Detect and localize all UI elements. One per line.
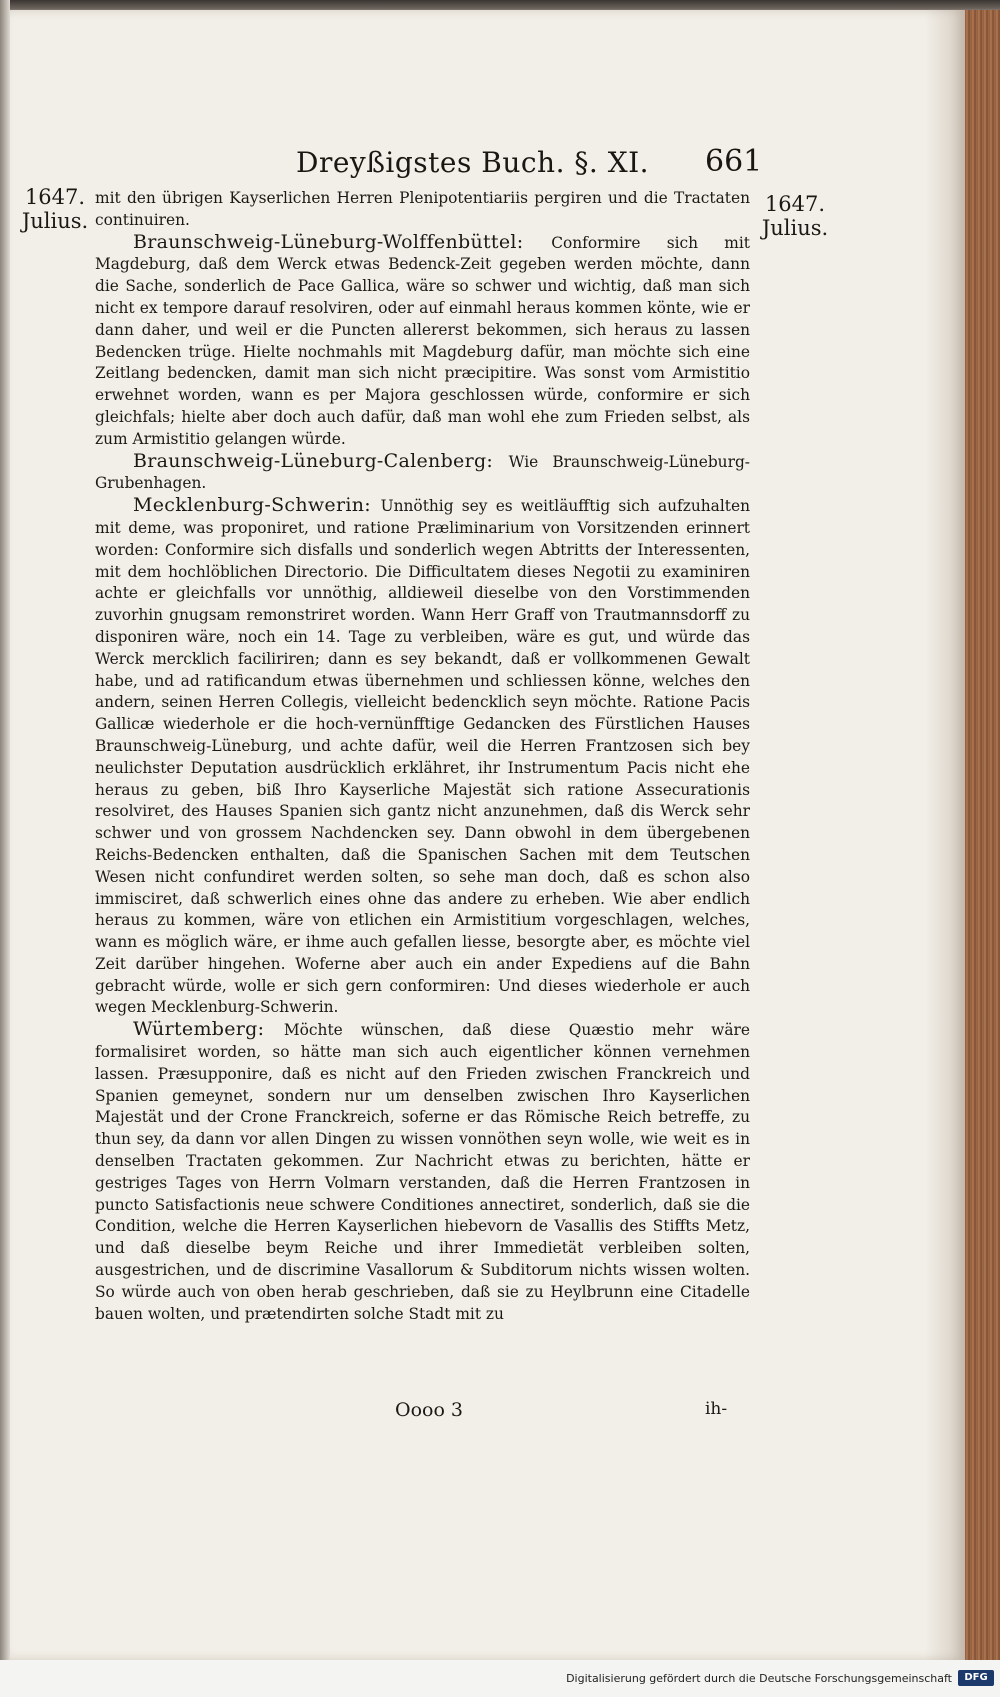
left-binding-edge [0, 0, 10, 1660]
left-margin-year: 1647. [24, 185, 86, 209]
paragraph-continuation [95, 188, 750, 232]
paragraph-wolffenbuettel [95, 232, 750, 451]
paragraph-wuertemberg [95, 1019, 750, 1325]
left-margin-month: Julius. [21, 209, 89, 233]
speaker-label: Mecklenburg-Schwerin: [133, 494, 381, 517]
speaker-label: Braunschweig-Lüneburg-Calenberg: [133, 449, 509, 472]
running-head [280, 140, 880, 180]
paragraph-text: Conformire sich mit Magdeburg, daß dem Werck etwas Bedenck-Zeit gegeben werden möchte, dann die Sache, sonderlich de Pace Gallica, wäre so schwer und wichtig, daß man sich nicht ex tempore darauf resolviren, oder auf einmahl heraus kommen könte, wie er dann daher, und weil er die Puncten allererst bekommen, sich heraus zu lassen Bedencken trüge. Hielte nochmahls mit Magdeburg dafür, man möchte sich eine Zeitlang bedencken, damit man sich nicht præcipitire. Was sonst vom Armistitio erwehnet worden, wann es per Majora geschlossen würde, conformire er sich gleichfals; hielte aber doch auch dafür, daß man wohl ehe zum Frieden selbst, als zum Armistitio gelangen würde. [95, 233, 750, 448]
dfg-logo: DFG [958, 1670, 994, 1686]
paragraph-calenberg [95, 451, 750, 496]
page-number: 661 [705, 144, 763, 179]
paragraph-text: Unnöthig sey es weitläufftig sich aufzuhalten mit deme, was proponiret, und ratione Præliminarium von Vorsitzenden erinnert worden: Conformire sich disfalls und sonderlich wegen Abtritts der Interessenten, mit dem hochlöblichen Directorio. Die Difficultatem dieses Negotii zu examiniren achte er gleichfalls vor unnöthig, alldieweil dieselbe von den Vorstimmenden zuvorhin gnugsam remonstriret worden. Wann Herr Graff von Trautmannsdorff zu disponiren wäre, noch ein 14. Tage zu verbleiben, wäre es gut, und würde das Werck mercklich faciliriren; dann es sey bekandt, daß er vollkommenen Gewalt habe, und ad ratificandum etwas übernehmen und schliessen könne, welches den andern, seinen Herren Collegis, vielleicht bedencklich seyn möchte. Ratione Pacis Gallicæ wiederhole er die hoch-vernünfftige Gedancken des Fürstlichen Hauses Braunschweig-Lüneburg, und achte dafür, weil die Herren Frantzosen sich bey neulichster Deputation ausdrücklich erklähret, ihr Instrumentum Pacis nicht ehe heraus zu geben, biß Ihro Kayserliche Majestät sich ratione Assecurationis resolviret, des Hauses Spanien sich gantz nicht anzunehmen, daß dis Werck sehr schwer und von grossem Nachdencken sey. Dann obwohl in dem übergebenen Reichs-Bedencken enthalten, daß die Spanischen Sachen mit dem Teutschen Wesen nicht confundiret werden solten, so sehe man doch, daß es schon also immisciret, daß schwerlich eines ohne das andere zu erheben. Wie aber endlich heraus zu kommen, wäre von etlichen ein Armistitium vorgeschlagen, welches, wann es möglich wäre, er ihme auch gefallen liesse, besorgte aber, es möchte viel Zeit darüber hingehen. Woferne aber auch ein ander Expediens auf die Bahn gebracht würde, wolle er sich gern conformiren: Und dieses wiederhole er auch wegen Mecklenburg-Schwerin. [95, 497, 750, 1017]
right-margin-year: 1647. [764, 192, 826, 216]
paragraph-text: mit den übrigen Kayserlichen Herren Plenipotentiariis pergiren und die Tractaten continuiren. [95, 189, 750, 229]
body-text [95, 188, 750, 1325]
paragraph-text: Wie Braunschweig-Lüneburg-Grubenhagen. [95, 452, 750, 493]
running-head-title: Dreyßigstes Buch. §. XI. [296, 146, 650, 179]
paragraph-mecklenburg [95, 495, 750, 1019]
signature-mark: Oooo 3 [395, 1399, 464, 1421]
footer-credit: Digitalisierung gefördert durch die Deutsche Forschungsgemeinschaft [566, 1672, 952, 1685]
left-margin-date [20, 185, 90, 233]
catchword: ih- [705, 1399, 728, 1419]
page-shade [925, 10, 965, 1660]
speaker-label: Braunschweig-Lüneburg-Wolffenbüttel: [133, 230, 552, 253]
book-fore-edge [965, 10, 1000, 1660]
right-margin-date [760, 192, 830, 240]
paragraph-text: Möchte wünschen, daß diese Quæstio mehr wäre formalisiret worden, so hätte man sich auch eigentlicher können vernehmen lassen. Præsupponire, daß es nicht auf den Frieden zwischen Franckreich und Spanien gemeynet, sondern nur um denselben zwischen Ihro Kayserlichen Majestät und der Crone Franckreich, soferne er das Römische Reich betreffe, zu thun sey, da dann vor allen Dingen zu wissen vonnöthen seyn wolle, wie weit es in denselben Tractaten gekommen. Zur Nachricht etwas zu berichten, hätte er gestriges Tages von Herrn Volmarn verstanden, daß die Herren Frantzosen in puncto Satisfactionis neue schwere Conditiones annectiret, sonderlich, daß sie die Condition, welche die Herren Kayserlichen hiebevorn de Vasallis des Stiffts Metz, und daß dieselbe beym Reiche und ihrer Immedietät verbleiben solten, ausgestrichen, und de discrimine Vasallorum & Subditorum nichts wissen wolten. So würde auch von oben herab geschrieben, daß sie zu Heylbrunn eine Citadelle bauen wolten, und prætendirten solche Stadt mit zu [95, 1021, 750, 1323]
speaker-label: Würtemberg: [133, 1018, 284, 1041]
right-margin-month: Julius. [761, 216, 829, 240]
